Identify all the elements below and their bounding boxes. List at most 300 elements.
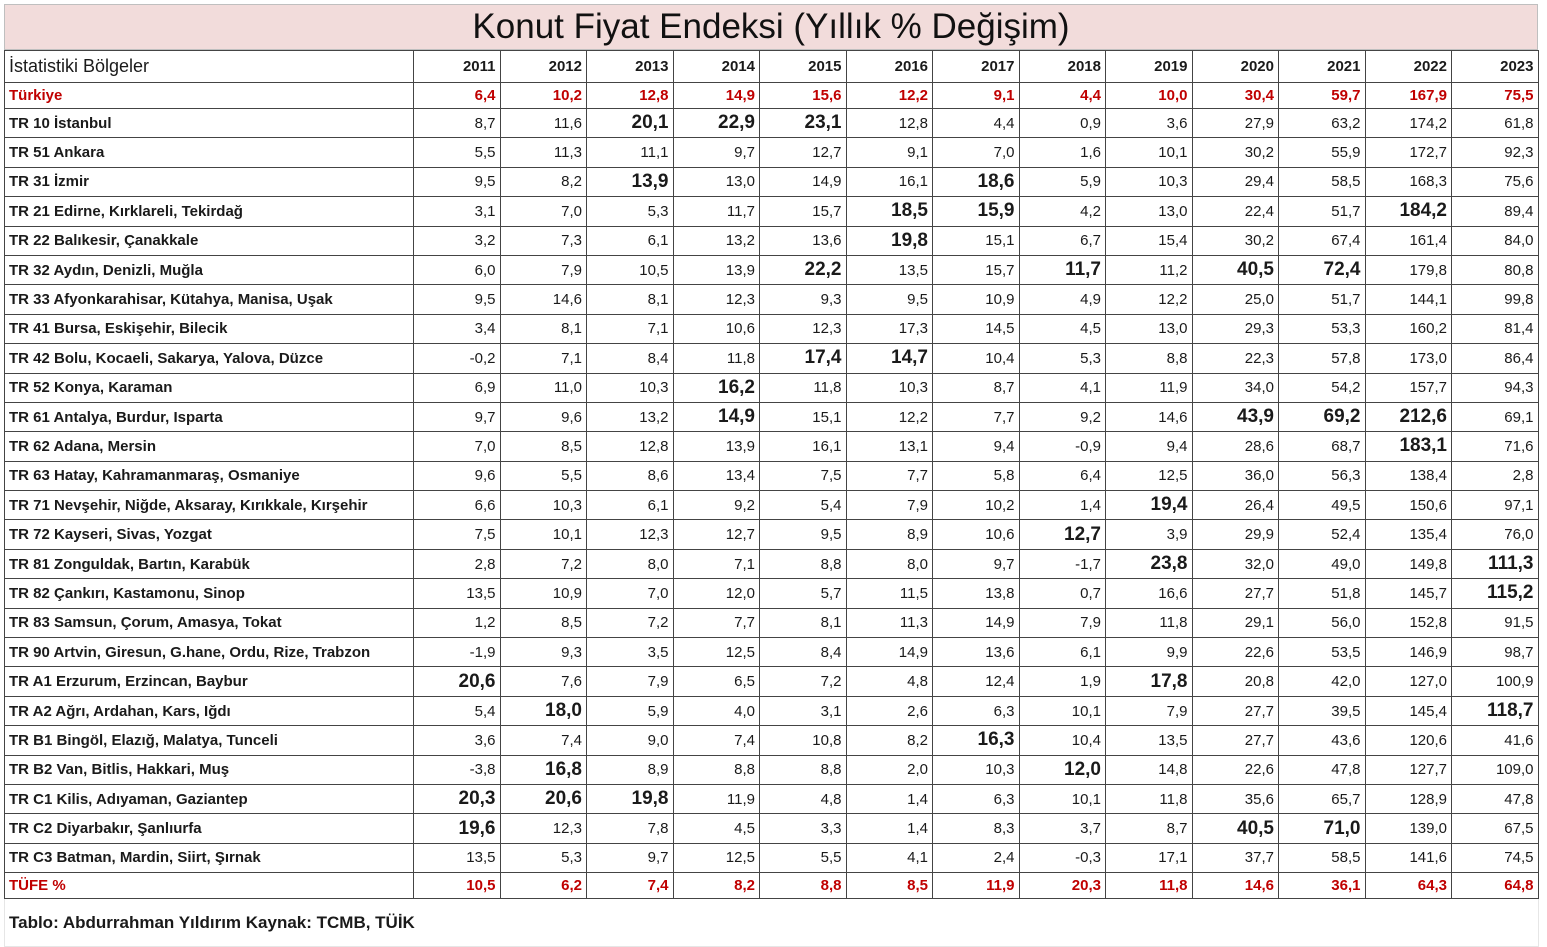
region-label: TR 33 Afyonkarahisar, Kütahya, Manisa, Uşak bbox=[5, 285, 414, 314]
value-cell: 5,3 bbox=[500, 843, 587, 872]
table-row bbox=[5, 461, 1539, 490]
value-cell: 3,7 bbox=[1019, 814, 1106, 843]
value-cell: 6,0 bbox=[414, 255, 501, 284]
year-header-2016: 2016 bbox=[846, 51, 933, 83]
value-cell: 4,1 bbox=[846, 843, 933, 872]
value-cell: 9,5 bbox=[846, 285, 933, 314]
value-cell: 99,8 bbox=[1452, 285, 1539, 314]
value-cell: -1,9 bbox=[414, 638, 501, 667]
value-cell: 8,4 bbox=[587, 344, 674, 373]
value-cell: 84,0 bbox=[1452, 226, 1539, 255]
value-cell: 14,8 bbox=[1106, 755, 1193, 784]
value-cell: 174,2 bbox=[1365, 109, 1452, 138]
value-cell: 6,2 bbox=[500, 873, 587, 899]
value-cell: 13,6 bbox=[760, 226, 847, 255]
value-cell: 27,7 bbox=[1192, 579, 1279, 608]
value-cell: 8,2 bbox=[500, 167, 587, 196]
value-cell: 7,9 bbox=[846, 491, 933, 520]
value-cell: 61,8 bbox=[1452, 109, 1539, 138]
value-cell: 19,6 bbox=[414, 814, 501, 843]
table-row bbox=[5, 432, 1539, 461]
value-cell: 41,6 bbox=[1452, 726, 1539, 755]
value-cell: 16,1 bbox=[846, 167, 933, 196]
value-cell: 184,2 bbox=[1365, 197, 1452, 226]
value-cell: 81,4 bbox=[1452, 314, 1539, 343]
value-cell: 12,7 bbox=[673, 520, 760, 549]
value-cell: 145,7 bbox=[1365, 579, 1452, 608]
value-cell: -0,2 bbox=[414, 344, 501, 373]
value-cell: 5,9 bbox=[587, 696, 674, 725]
value-cell: 12,7 bbox=[1019, 520, 1106, 549]
region-label: TÜFE % bbox=[5, 873, 414, 899]
value-cell: 35,6 bbox=[1192, 784, 1279, 813]
value-cell: 7,9 bbox=[1019, 608, 1106, 637]
row-header-label: İstatistiki Bölgeler bbox=[5, 51, 414, 83]
value-cell: 17,1 bbox=[1106, 843, 1193, 872]
region-label: TR 62 Adana, Mersin bbox=[5, 432, 414, 461]
region-label: TR 63 Hatay, Kahramanmaraş, Osmaniye bbox=[5, 461, 414, 490]
value-cell: 13,2 bbox=[587, 402, 674, 431]
value-cell: 118,7 bbox=[1452, 696, 1539, 725]
value-cell: 75,5 bbox=[1452, 83, 1539, 109]
value-cell: 9,1 bbox=[933, 83, 1020, 109]
value-cell: 71,6 bbox=[1452, 432, 1539, 461]
table-row bbox=[5, 726, 1539, 755]
year-header-2011: 2011 bbox=[414, 51, 501, 83]
value-cell: 7,9 bbox=[1106, 696, 1193, 725]
value-cell: 3,4 bbox=[414, 314, 501, 343]
value-cell: 6,1 bbox=[587, 226, 674, 255]
value-cell: 150,6 bbox=[1365, 491, 1452, 520]
value-cell: 4,8 bbox=[760, 784, 847, 813]
value-cell: 9,7 bbox=[414, 402, 501, 431]
value-cell: 9,3 bbox=[500, 638, 587, 667]
value-cell: 11,2 bbox=[1106, 255, 1193, 284]
value-cell: 16,6 bbox=[1106, 579, 1193, 608]
value-cell: 75,6 bbox=[1452, 167, 1539, 196]
value-cell: 4,9 bbox=[1019, 285, 1106, 314]
value-cell: 13,0 bbox=[673, 167, 760, 196]
value-cell: 19,8 bbox=[846, 226, 933, 255]
table-row bbox=[5, 638, 1539, 667]
value-cell: 6,9 bbox=[414, 373, 501, 402]
value-cell: 1,4 bbox=[846, 814, 933, 843]
value-cell: 7,4 bbox=[500, 726, 587, 755]
value-cell: 47,8 bbox=[1452, 784, 1539, 813]
value-cell: 27,9 bbox=[1192, 109, 1279, 138]
value-cell: 56,0 bbox=[1279, 608, 1366, 637]
value-cell: 12,3 bbox=[673, 285, 760, 314]
value-cell: 11,7 bbox=[673, 197, 760, 226]
value-cell: 57,8 bbox=[1279, 344, 1366, 373]
value-cell: 3,1 bbox=[414, 197, 501, 226]
value-cell: 179,8 bbox=[1365, 255, 1452, 284]
value-cell: 30,2 bbox=[1192, 226, 1279, 255]
value-cell: 6,5 bbox=[673, 667, 760, 696]
value-cell: 17,3 bbox=[846, 314, 933, 343]
value-cell: 8,0 bbox=[587, 549, 674, 578]
value-cell: 8,7 bbox=[933, 373, 1020, 402]
value-cell: 76,0 bbox=[1452, 520, 1539, 549]
value-cell: 14,9 bbox=[760, 167, 847, 196]
value-cell: 7,1 bbox=[587, 314, 674, 343]
value-cell: 4,2 bbox=[1019, 197, 1106, 226]
value-cell: 10,2 bbox=[933, 491, 1020, 520]
year-header-2019: 2019 bbox=[1106, 51, 1193, 83]
value-cell: 6,1 bbox=[587, 491, 674, 520]
value-cell: 4,4 bbox=[933, 109, 1020, 138]
value-cell: 8,5 bbox=[846, 873, 933, 899]
value-cell: 28,6 bbox=[1192, 432, 1279, 461]
value-cell: 30,2 bbox=[1192, 138, 1279, 167]
value-cell: 43,6 bbox=[1279, 726, 1366, 755]
table-row bbox=[5, 549, 1539, 578]
value-cell: 13,9 bbox=[673, 255, 760, 284]
table-row bbox=[5, 755, 1539, 784]
value-cell: 7,3 bbox=[500, 226, 587, 255]
value-cell: 12,4 bbox=[933, 667, 1020, 696]
value-cell: 49,0 bbox=[1279, 549, 1366, 578]
region-label: TR 90 Artvin, Giresun, G.hane, Ordu, Rize, Trabzon bbox=[5, 638, 414, 667]
value-cell: 14,6 bbox=[500, 285, 587, 314]
value-cell: 12,2 bbox=[1106, 285, 1193, 314]
value-cell: 67,5 bbox=[1452, 814, 1539, 843]
value-cell: 11,9 bbox=[673, 784, 760, 813]
value-cell: 80,8 bbox=[1452, 255, 1539, 284]
region-label: TR 82 Çankırı, Kastamonu, Sinop bbox=[5, 579, 414, 608]
value-cell: 8,1 bbox=[587, 285, 674, 314]
value-cell: 10,1 bbox=[1106, 138, 1193, 167]
value-cell: 9,3 bbox=[760, 285, 847, 314]
value-cell: 8,9 bbox=[587, 755, 674, 784]
value-cell: 8,8 bbox=[760, 755, 847, 784]
value-cell: 37,7 bbox=[1192, 843, 1279, 872]
value-cell: 13,4 bbox=[673, 461, 760, 490]
value-cell: 8,8 bbox=[673, 755, 760, 784]
value-cell: 27,7 bbox=[1192, 726, 1279, 755]
value-cell: 13,6 bbox=[933, 638, 1020, 667]
value-cell: 56,3 bbox=[1279, 461, 1366, 490]
table-row bbox=[5, 579, 1539, 608]
value-cell: 34,0 bbox=[1192, 373, 1279, 402]
value-cell: 12,8 bbox=[587, 83, 674, 109]
value-cell: 7,7 bbox=[846, 461, 933, 490]
value-cell: 18,0 bbox=[500, 696, 587, 725]
value-cell: 11,7 bbox=[1019, 255, 1106, 284]
value-cell: 23,8 bbox=[1106, 549, 1193, 578]
value-cell: -3,8 bbox=[414, 755, 501, 784]
value-cell: 2,8 bbox=[1452, 461, 1539, 490]
value-cell: 6,7 bbox=[1019, 226, 1106, 255]
value-cell: 22,6 bbox=[1192, 638, 1279, 667]
value-cell: 9,5 bbox=[414, 167, 501, 196]
value-cell: 58,5 bbox=[1279, 843, 1366, 872]
value-cell: 13,5 bbox=[414, 843, 501, 872]
value-cell: 10,6 bbox=[933, 520, 1020, 549]
value-cell: 10,9 bbox=[933, 285, 1020, 314]
value-cell: 145,4 bbox=[1365, 696, 1452, 725]
value-cell: 9,0 bbox=[587, 726, 674, 755]
value-cell: 1,6 bbox=[1019, 138, 1106, 167]
value-cell: 9,9 bbox=[1106, 638, 1193, 667]
value-cell: 14,5 bbox=[933, 314, 1020, 343]
region-label: TR 41 Bursa, Eskişehir, Bilecik bbox=[5, 314, 414, 343]
value-cell: 12,3 bbox=[500, 814, 587, 843]
value-cell: 8,9 bbox=[846, 520, 933, 549]
region-label: TR 10 İstanbul bbox=[5, 109, 414, 138]
table-row bbox=[5, 696, 1539, 725]
value-cell: 9,2 bbox=[1019, 402, 1106, 431]
region-label: TR 52 Konya, Karaman bbox=[5, 373, 414, 402]
value-cell: 20,6 bbox=[414, 667, 501, 696]
value-cell: 8,7 bbox=[1106, 814, 1193, 843]
value-cell: 13,5 bbox=[846, 255, 933, 284]
value-cell: 17,4 bbox=[760, 344, 847, 373]
value-cell: 173,0 bbox=[1365, 344, 1452, 373]
value-cell: 7,4 bbox=[673, 726, 760, 755]
value-cell: 9,4 bbox=[933, 432, 1020, 461]
value-cell: 4,0 bbox=[673, 696, 760, 725]
value-cell: 9,5 bbox=[760, 520, 847, 549]
value-cell: 67,4 bbox=[1279, 226, 1366, 255]
value-cell: 144,1 bbox=[1365, 285, 1452, 314]
year-header-2018: 2018 bbox=[1019, 51, 1106, 83]
value-cell: 8,6 bbox=[587, 461, 674, 490]
value-cell: 9,6 bbox=[414, 461, 501, 490]
value-cell: 14,9 bbox=[673, 83, 760, 109]
value-cell: 30,4 bbox=[1192, 83, 1279, 109]
value-cell: 26,4 bbox=[1192, 491, 1279, 520]
value-cell: 138,4 bbox=[1365, 461, 1452, 490]
value-cell: 14,9 bbox=[846, 638, 933, 667]
value-cell: 8,5 bbox=[500, 432, 587, 461]
value-cell: 7,8 bbox=[587, 814, 674, 843]
table-row bbox=[5, 344, 1539, 373]
value-cell: 8,0 bbox=[846, 549, 933, 578]
value-cell: 54,2 bbox=[1279, 373, 1366, 402]
value-cell: 5,5 bbox=[500, 461, 587, 490]
value-cell: 157,7 bbox=[1365, 373, 1452, 402]
value-cell: 43,9 bbox=[1192, 402, 1279, 431]
value-cell: 127,0 bbox=[1365, 667, 1452, 696]
value-cell: 10,3 bbox=[846, 373, 933, 402]
table-row bbox=[5, 226, 1539, 255]
value-cell: 11,6 bbox=[500, 109, 587, 138]
value-cell: 11,9 bbox=[933, 873, 1020, 899]
value-cell: 15,7 bbox=[760, 197, 847, 226]
value-cell: 7,0 bbox=[587, 579, 674, 608]
value-cell: 11,3 bbox=[500, 138, 587, 167]
value-cell: 51,7 bbox=[1279, 285, 1366, 314]
value-cell: 2,0 bbox=[846, 755, 933, 784]
region-label: TR 22 Balıkesir, Çanakkale bbox=[5, 226, 414, 255]
value-cell: 5,5 bbox=[414, 138, 501, 167]
value-cell: 23,1 bbox=[760, 109, 847, 138]
value-cell: 18,5 bbox=[846, 197, 933, 226]
value-cell: 3,9 bbox=[1106, 520, 1193, 549]
value-cell: 51,7 bbox=[1279, 197, 1366, 226]
value-cell: 10,1 bbox=[500, 520, 587, 549]
value-cell: 4,5 bbox=[673, 814, 760, 843]
table-title: Konut Fiyat Endeksi (Yıllık % Değişim) bbox=[4, 4, 1538, 50]
value-cell: 19,8 bbox=[587, 784, 674, 813]
value-cell: 7,5 bbox=[414, 520, 501, 549]
value-cell: 6,1 bbox=[1019, 638, 1106, 667]
value-cell: 11,8 bbox=[1106, 873, 1193, 899]
value-cell: 13,5 bbox=[414, 579, 501, 608]
region-label: TR B1 Bingöl, Elazığ, Malatya, Tunceli bbox=[5, 726, 414, 755]
table-row bbox=[5, 520, 1539, 549]
value-cell: 127,7 bbox=[1365, 755, 1452, 784]
value-cell: 7,7 bbox=[933, 402, 1020, 431]
value-cell: 18,6 bbox=[933, 167, 1020, 196]
value-cell: 12,0 bbox=[673, 579, 760, 608]
value-cell: 29,1 bbox=[1192, 608, 1279, 637]
value-cell: 74,5 bbox=[1452, 843, 1539, 872]
region-label: TR C3 Batman, Mardin, Siirt, Şırnak bbox=[5, 843, 414, 872]
value-cell: 10,3 bbox=[1106, 167, 1193, 196]
value-cell: 13,1 bbox=[846, 432, 933, 461]
region-label: TR 31 İzmir bbox=[5, 167, 414, 196]
value-cell: 9,5 bbox=[414, 285, 501, 314]
value-cell: 12,7 bbox=[760, 138, 847, 167]
value-cell: 10,3 bbox=[933, 755, 1020, 784]
value-cell: 5,5 bbox=[760, 843, 847, 872]
value-cell: 109,0 bbox=[1452, 755, 1539, 784]
value-cell: 39,5 bbox=[1279, 696, 1366, 725]
value-cell: 42,0 bbox=[1279, 667, 1366, 696]
value-cell: 1,2 bbox=[414, 608, 501, 637]
value-cell: 36,1 bbox=[1279, 873, 1366, 899]
value-cell: 16,3 bbox=[933, 726, 1020, 755]
value-cell: 15,9 bbox=[933, 197, 1020, 226]
value-cell: 8,5 bbox=[500, 608, 587, 637]
header-row bbox=[5, 51, 1539, 83]
value-cell: 8,1 bbox=[760, 608, 847, 637]
table-row bbox=[5, 667, 1539, 696]
table-row bbox=[5, 197, 1539, 226]
table-row bbox=[5, 814, 1539, 843]
value-cell: 11,8 bbox=[1106, 784, 1193, 813]
value-cell: 64,8 bbox=[1452, 873, 1539, 899]
value-cell: 69,1 bbox=[1452, 402, 1539, 431]
value-cell: 6,3 bbox=[933, 696, 1020, 725]
value-cell: 5,4 bbox=[760, 491, 847, 520]
value-cell: 8,1 bbox=[500, 314, 587, 343]
year-header-2017: 2017 bbox=[933, 51, 1020, 83]
value-cell: 97,1 bbox=[1452, 491, 1539, 520]
value-cell: 22,9 bbox=[673, 109, 760, 138]
value-cell: 11,9 bbox=[1106, 373, 1193, 402]
value-cell: 12,8 bbox=[846, 109, 933, 138]
value-cell: 92,3 bbox=[1452, 138, 1539, 167]
value-cell: 1,9 bbox=[1019, 667, 1106, 696]
value-cell: 10,5 bbox=[414, 873, 501, 899]
table-row bbox=[5, 285, 1539, 314]
value-cell: 53,5 bbox=[1279, 638, 1366, 667]
value-cell: 22,2 bbox=[760, 255, 847, 284]
year-header-2013: 2013 bbox=[587, 51, 674, 83]
table-row bbox=[5, 109, 1539, 138]
region-label: Türkiye bbox=[5, 83, 414, 109]
year-header-2015: 2015 bbox=[760, 51, 847, 83]
value-cell: 9,7 bbox=[673, 138, 760, 167]
region-label: TR 71 Nevşehir, Niğde, Aksaray, Kırıkkale, Kırşehir bbox=[5, 491, 414, 520]
value-cell: 7,0 bbox=[933, 138, 1020, 167]
value-cell: 135,4 bbox=[1365, 520, 1452, 549]
value-cell: 11,3 bbox=[846, 608, 933, 637]
value-cell: 7,2 bbox=[500, 549, 587, 578]
value-cell: 59,7 bbox=[1279, 83, 1366, 109]
value-cell: 14,6 bbox=[1106, 402, 1193, 431]
value-cell: 15,6 bbox=[760, 83, 847, 109]
value-cell: 13,9 bbox=[673, 432, 760, 461]
value-cell: 7,2 bbox=[587, 608, 674, 637]
value-cell: 12,2 bbox=[846, 83, 933, 109]
value-cell: 13,0 bbox=[1106, 197, 1193, 226]
value-cell: 98,7 bbox=[1452, 638, 1539, 667]
value-cell: 10,1 bbox=[1019, 784, 1106, 813]
value-cell: 29,9 bbox=[1192, 520, 1279, 549]
value-cell: 20,6 bbox=[500, 784, 587, 813]
value-cell: 10,1 bbox=[1019, 696, 1106, 725]
value-cell: 53,3 bbox=[1279, 314, 1366, 343]
region-label: TR A2 Ağrı, Ardahan, Kars, Iğdı bbox=[5, 696, 414, 725]
value-cell: 49,5 bbox=[1279, 491, 1366, 520]
value-cell: 4,4 bbox=[1019, 83, 1106, 109]
value-cell: 7,0 bbox=[414, 432, 501, 461]
value-cell: 86,4 bbox=[1452, 344, 1539, 373]
value-cell: 12,5 bbox=[673, 843, 760, 872]
value-cell: 29,4 bbox=[1192, 167, 1279, 196]
value-cell: 9,1 bbox=[846, 138, 933, 167]
value-cell: 51,8 bbox=[1279, 579, 1366, 608]
value-cell: 4,1 bbox=[1019, 373, 1106, 402]
table-row bbox=[5, 138, 1539, 167]
value-cell: 168,3 bbox=[1365, 167, 1452, 196]
region-label: TR 81 Zonguldak, Bartın, Karabük bbox=[5, 549, 414, 578]
value-cell: -0,3 bbox=[1019, 843, 1106, 872]
value-cell: 20,1 bbox=[587, 109, 674, 138]
value-cell: 65,7 bbox=[1279, 784, 1366, 813]
value-cell: 20,8 bbox=[1192, 667, 1279, 696]
value-cell: 15,1 bbox=[760, 402, 847, 431]
value-cell: 12,8 bbox=[587, 432, 674, 461]
value-cell: 172,7 bbox=[1365, 138, 1452, 167]
value-cell: 7,2 bbox=[760, 667, 847, 696]
value-cell: 161,4 bbox=[1365, 226, 1452, 255]
value-cell: 6,4 bbox=[414, 83, 501, 109]
value-cell: 5,4 bbox=[414, 696, 501, 725]
value-cell: 11,0 bbox=[500, 373, 587, 402]
value-cell: 9,4 bbox=[1106, 432, 1193, 461]
value-cell: 64,3 bbox=[1365, 873, 1452, 899]
value-cell: 2,6 bbox=[846, 696, 933, 725]
value-cell: 160,2 bbox=[1365, 314, 1452, 343]
year-header-2012: 2012 bbox=[500, 51, 587, 83]
value-cell: 14,9 bbox=[933, 608, 1020, 637]
value-cell: 11,8 bbox=[1106, 608, 1193, 637]
region-label: TR C1 Kilis, Adıyaman, Gaziantep bbox=[5, 784, 414, 813]
value-cell: 40,5 bbox=[1192, 814, 1279, 843]
table-row bbox=[5, 608, 1539, 637]
value-cell: 94,3 bbox=[1452, 373, 1539, 402]
value-cell: 11,8 bbox=[760, 373, 847, 402]
table-row bbox=[5, 491, 1539, 520]
value-cell: 22,3 bbox=[1192, 344, 1279, 373]
value-cell: 29,3 bbox=[1192, 314, 1279, 343]
value-cell: 10,2 bbox=[500, 83, 587, 109]
